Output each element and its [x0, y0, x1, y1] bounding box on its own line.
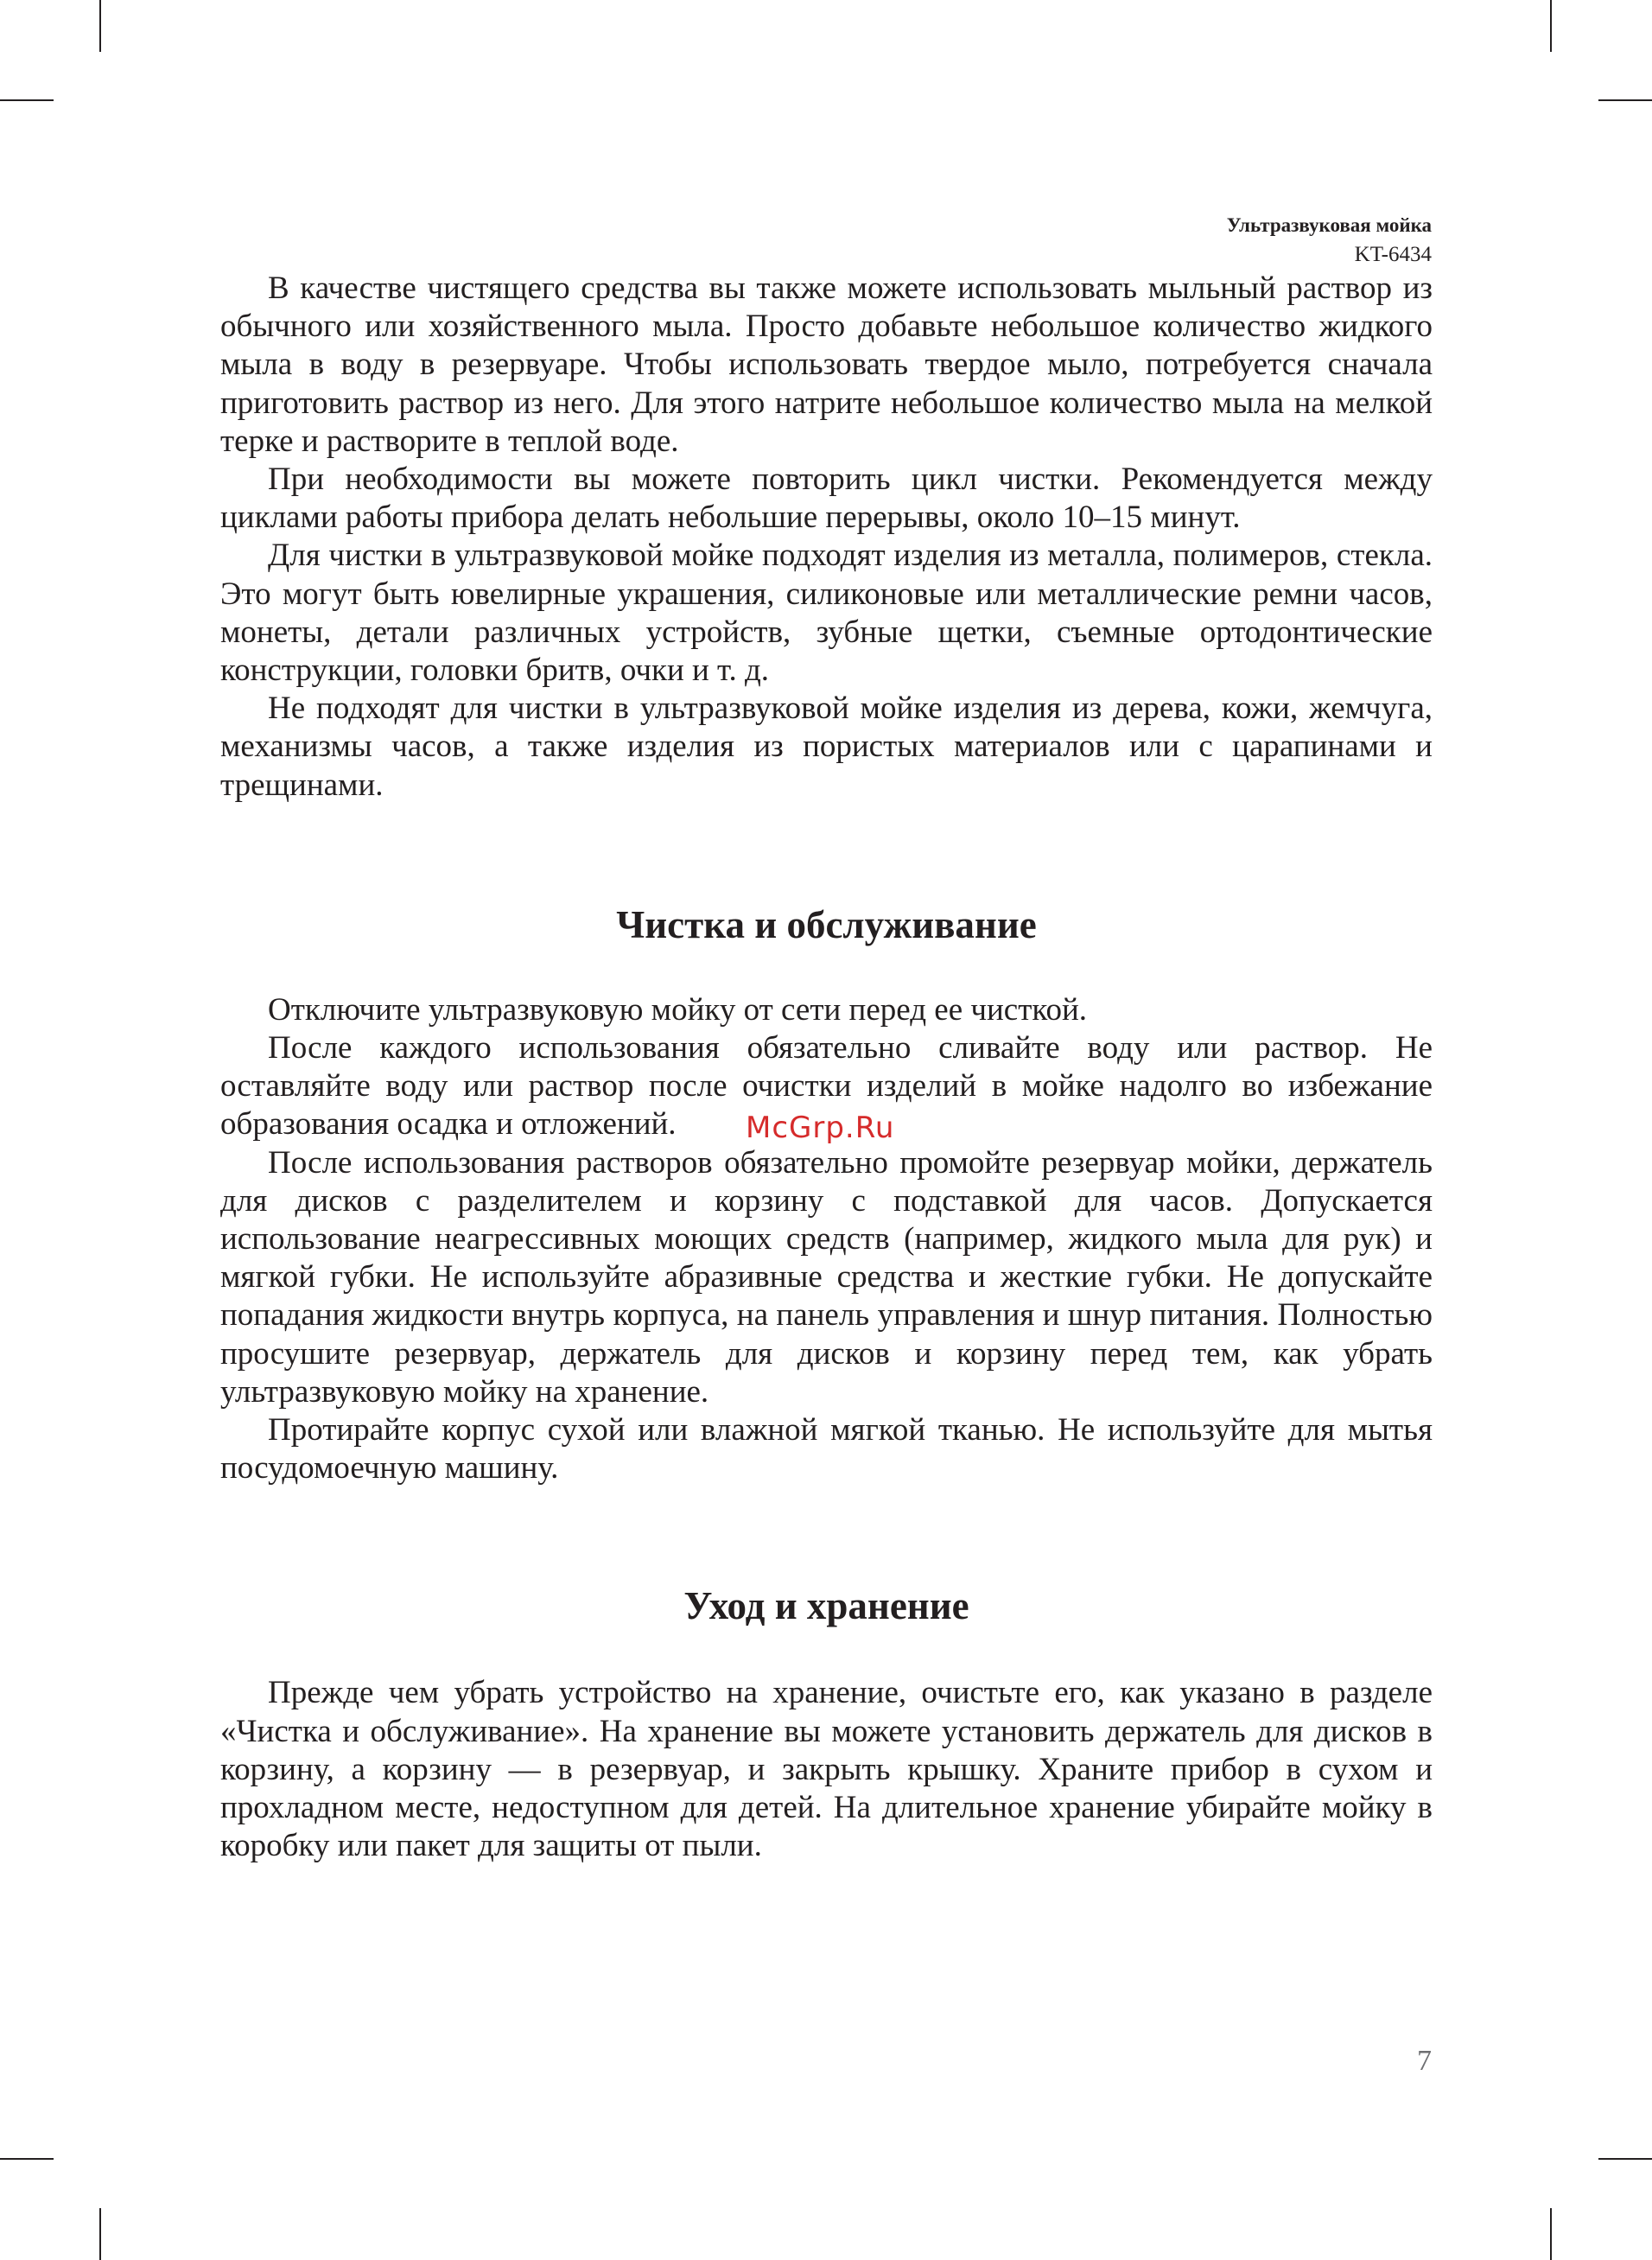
crop-mark-bottom-right	[1550, 2208, 1552, 2260]
paragraph: В качестве чистящего средства вы также можете использовать мыльный раствор из обычного или хозяйственного мыла. Просто добавьте небольшое количество жидкого мыла в воду в резервуаре. Чтобы использовать твердое мыло, потребуется сначала приготовить раствор из него. Для этого натрите небольшое количество мыла на мелкой терке и растворите в теплой воде.	[220, 271, 1433, 459]
header-title: Ультразвуковая мойка	[1226, 214, 1432, 236]
crop-mark-left-bottom	[0, 2158, 54, 2160]
section-heading-cleaning: Чистка и обслуживание	[616, 902, 1037, 946]
paragraph: После использования растворов обязательно промойте резервуар мойки, держатель для дисков с разделителем и корзину с подставкой для часов. Допускается использование неагрессивных моющих средств (например, жидкого мыла для рук) и мягкой губки. Не используйте абразивные средства и жесткие губки. Не допускайте попадания жидкости внутрь корпуса, на панель управления и шнур питания. Полностью просушите резервуар, держатель для дисков и корзину перед тем, как убрать ультразвуковую мойку на хранение.	[220, 1144, 1433, 1410]
paragraph: Не подходят для чистки в ультразвуковой мойке изделия из дерева, кожи, жемчуга, механизмы часов, а также изделия из пористых материалов или с царапинами и трещинами.	[220, 691, 1433, 803]
paragraph: Для чистки в ультразвуковой мойке подходят изделия из металла, полимеров, стекла. Это могут быть ювелирные украшения, силиконовые или металлические ремни часов, монеты, детали различных устройств, зубные щетки, съемные ортодонтические конструкции, головки бритв, очки и т. д.	[220, 538, 1433, 689]
paragraph: При необходимости вы можете повторить цикл чистки. Рекомендуется между циклами работы прибора делать небольшие перерывы, около 10–15 минут.	[220, 462, 1433, 536]
section-heading-storage: Уход и хранение	[683, 1584, 969, 1628]
crop-mark-right-top	[1598, 99, 1652, 101]
watermark: McGrp.Ru	[746, 1111, 895, 1145]
crop-mark-bottom-left	[99, 2208, 101, 2260]
crop-mark-top-left	[99, 0, 101, 52]
paragraph: Отключите ультразвуковую мойку от сети перед ее чисткой.	[268, 991, 1088, 1028]
crop-mark-left-top	[0, 99, 54, 101]
running-header	[1227, 211, 1432, 270]
header-model: KT-6434	[1354, 243, 1432, 266]
page-number: 7	[1417, 2045, 1432, 2077]
page-content	[220, 270, 1433, 1866]
paragraph: Прежде чем убрать устройство на хранение, очистьте его, как указано в разделе «Чистка и обслуживание». На хранение вы можете установить держатель для дисков в корзину, а корзину — в резервуар, и закрыть крышку. Храните прибор в сухом и прохладном месте, недоступном для детей. На длительное хранение убирайте мойку в коробку или пакет для защиты от пыли.	[220, 1675, 1433, 1864]
crop-mark-right-bottom	[1598, 2158, 1652, 2160]
paragraph: После каждого использования обязательно сливайте воду или раствор. Не оставляйте воду или раствор после очистки изделий в мойке надолго во избежание образования осадка и отложений.	[220, 1030, 1433, 1143]
crop-mark-top-right	[1550, 0, 1552, 52]
paragraph: Протирайте корпус сухой или влажной мягкой тканью. Не используйте для мытья посудомоечную машину.	[220, 1412, 1433, 1487]
